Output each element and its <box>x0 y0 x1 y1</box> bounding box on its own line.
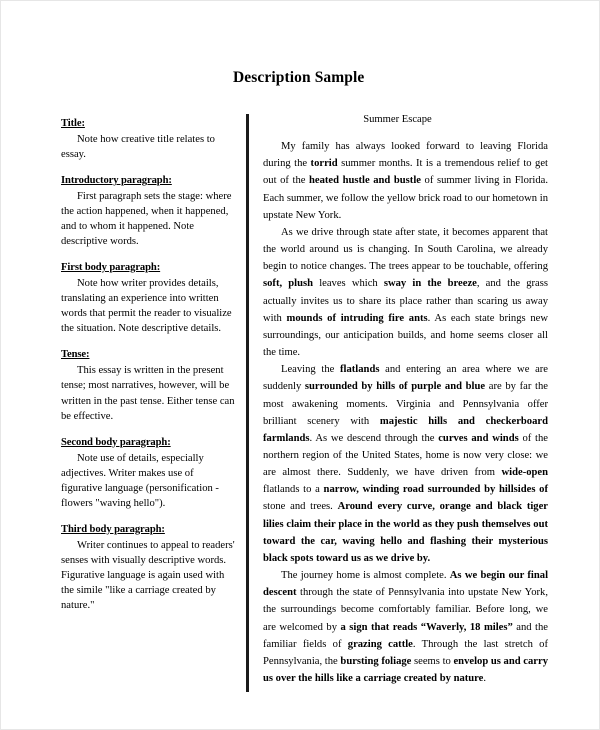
annotation-note-heading: Third body paragraph: <box>61 523 165 535</box>
essay-emphasis-text: wide-open <box>501 467 548 479</box>
essay-emphasis-text: surrounded by hills of purple and blue <box>304 381 486 393</box>
annotation-note-body: This essay is written in the present tense; most narratives, however, will be written in the past tense. Either tense can be effective. <box>61 365 235 422</box>
essay-emphasis-text: flatlands <box>340 364 380 376</box>
annotation-note-body: Writer continues to appeal to readers' senses with visually descriptive words. Figurative language is again used with the simile "like a carriage created by nature." <box>61 539 235 611</box>
annotation-notes-list <box>61 116 236 613</box>
column-divider-rule <box>246 114 249 692</box>
essay-text: summer months. It is a tremendous relief to get out of the <box>263 158 548 187</box>
essay-emphasis-text: a sign that reads “Waverly, 18 miles” <box>340 621 513 633</box>
essay-paragraph <box>263 224 548 361</box>
annotation-note-body: Note use of details, especially adjectives. Writer makes use of figurative language (personification - flowers "waving hello"). <box>61 452 219 509</box>
essay-text: leaves which <box>313 278 384 290</box>
essay-emphasis-text: bursting foliage <box>340 655 412 667</box>
essay-text: and entering an area where we are suddenly <box>263 364 549 393</box>
annotation-note-body: Note how writer provides details, translating an experience into written words that permit the reader to visualize the situation. Note descriptive details. <box>61 278 232 335</box>
annotation-note <box>61 173 236 249</box>
annotation-note <box>61 435 236 511</box>
essay-emphasis-text: Around every curve, orange and black tiger lilies claim their place in the world as they push themselves out toward the car, waving hello and flashing their mysterious black spots toward us as we drive by. <box>263 501 548 564</box>
annotation-note-heading: Introductory paragraph: <box>61 175 172 187</box>
essay-emphasis-text: sway in the breeze <box>383 278 477 290</box>
annotation-note-heading: Second body paragraph: <box>61 436 171 448</box>
essay-emphasis-text: grazing cattle <box>347 638 413 650</box>
annotation-note-heading: Tense: <box>61 349 90 361</box>
page-title: Description Sample <box>233 69 365 86</box>
essay-text: are by far the most awakening moments. Virginia and Pennsylvania offer brilliant scenery with <box>263 381 548 427</box>
annotation-note <box>61 260 236 336</box>
essay-paragraph <box>263 361 548 567</box>
annotation-column <box>61 116 236 613</box>
essay-emphasis-text: heated hustle and bustle <box>309 175 421 187</box>
annotation-note-body: First paragraph sets the stage: where the action happened, when it happened, and to whom it happened. Note descriptive words. <box>61 191 232 248</box>
annotation-note <box>61 522 236 613</box>
essay-text: As we drive through state after state, it becomes apparent that the world around us is changing. In South Carolina, we already begin to notice changes. The trees appear to be touchable, offering <box>263 226 548 273</box>
essay-text: stone and trees. <box>263 501 338 513</box>
essay-text: . As each state brings new surroundings, our anticipation builds, and home seems closer all the time. <box>263 312 549 359</box>
essay-emphasis-text: As we begin our final descent <box>263 570 549 599</box>
essay-text: flatlands to a <box>263 484 324 496</box>
annotation-note-heading: Title: <box>61 118 85 129</box>
essay-emphasis-text: torrid <box>310 158 338 170</box>
essay-text: and the familiar fields of <box>263 621 548 650</box>
essay-emphasis-text: soft, plush <box>263 278 314 290</box>
essay-paragraph <box>263 567 548 687</box>
essay-body <box>263 138 548 687</box>
essay-title: Summer Escape <box>363 114 432 125</box>
annotation-note-body: Note how creative title relates to essay. <box>61 134 215 161</box>
essay-text: . Through the last stretch of Pennsylvania, the <box>263 638 548 667</box>
essay-column <box>263 111 548 687</box>
essay-emphasis-text: envelop us and carry us over the hills like a carriage created by nature <box>263 655 548 684</box>
essay-emphasis-text: curves and winds <box>438 432 519 444</box>
annotation-note <box>61 347 236 423</box>
essay-emphasis-text: narrow, winding road surrounded by hillsides of <box>323 484 548 496</box>
essay-emphasis-text: majestic hills and checkerboard farmlands <box>263 415 548 444</box>
essay-text: . <box>483 673 487 684</box>
essay-text: The journey home is almost complete. <box>281 570 450 582</box>
essay-text: Leaving the <box>281 364 341 376</box>
essay-text: . As we descend through the <box>309 432 439 444</box>
essay-text: of summer living in Florida. Each summer, we follow the yellow brick road to our hometown in upstate New York. <box>263 175 548 221</box>
essay-paragraph <box>263 138 548 224</box>
annotation-note-heading: First body paragraph: <box>61 262 161 274</box>
essay-text: through the state of Pennsylvania into upstate New York, the surroundings become comfortably familiar. Before long, we are welcomed by <box>263 587 548 633</box>
essay-text: of the northern region of the United States, home is now very close: we are almost there. Suddenly, we have driven from <box>263 432 548 479</box>
essay-emphasis-text: mounds of intruding fire ants <box>286 312 428 324</box>
essay-text: My family has always looked forward to leaving Florida during the <box>263 141 548 170</box>
essay-text: , and the grass actually invites us to share its place rather than scaring us away with <box>263 278 549 324</box>
essay-text: seems to <box>411 655 454 667</box>
annotation-note <box>61 116 236 162</box>
